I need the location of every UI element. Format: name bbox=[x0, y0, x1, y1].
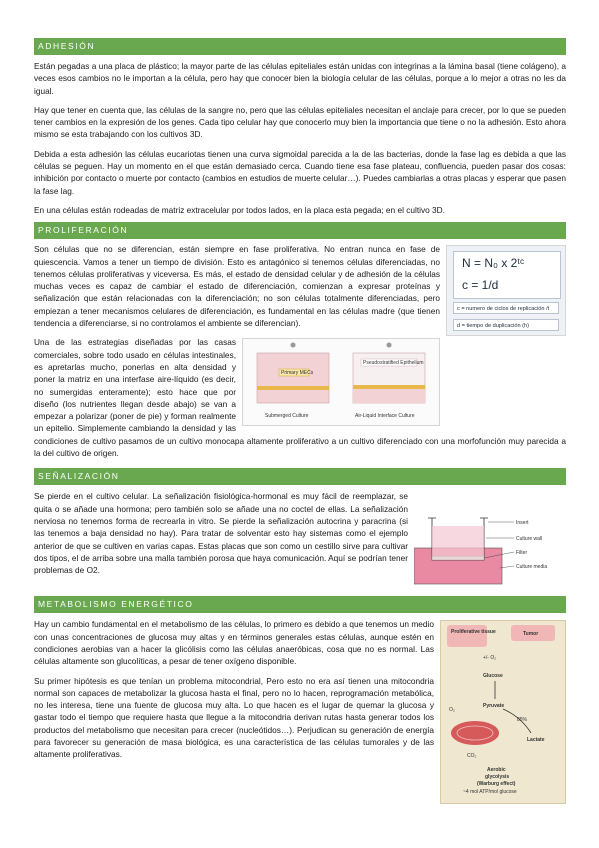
figure-label: Glucose bbox=[483, 673, 503, 680]
insert-diagram bbox=[414, 512, 566, 588]
insert-label: Filter bbox=[516, 550, 528, 557]
warburg-effect-figure bbox=[440, 620, 566, 804]
warburg-diagram bbox=[441, 621, 565, 803]
figure-label: Lactate bbox=[527, 737, 545, 744]
formula-box bbox=[453, 251, 561, 299]
transwell-insert-figure bbox=[414, 512, 566, 588]
culture-diagram bbox=[243, 339, 439, 425]
paragraph: Están pegadas a una placa de plástico; la mayor parte de las células epiteliales están unidas con integrinas a la lámina basal (tiene colágeno), a veces esos cambios no le importan a la célula, pero hay que conocer bien la biología celular de las células, porque a lo mejor a otras no les da igual. bbox=[34, 61, 566, 96]
culture-tag: Primary MECs bbox=[281, 370, 314, 377]
figure-caption: glycolysis bbox=[485, 774, 510, 781]
section-header-adhesion: ADHESIÓN bbox=[34, 38, 566, 55]
formula-legend: c = numero de ciclos de replicación /t bbox=[453, 302, 559, 314]
document-page bbox=[34, 38, 566, 806]
formula-line: N = N₀ x 2ᵗᶜ bbox=[462, 256, 525, 271]
culture-label: Air-Liquid Interface Culture bbox=[355, 413, 415, 420]
insert-label: Culture media bbox=[516, 564, 548, 571]
section-header-proliferacion: PROLIFERACIÓN bbox=[34, 222, 566, 239]
formula-line: c = 1/d bbox=[462, 278, 499, 293]
insert-label: Insert bbox=[516, 520, 529, 527]
culture-tag: Pseudostratified Epithelium bbox=[363, 360, 424, 367]
figure-label: 85% bbox=[517, 717, 528, 724]
figure-label: CO₂ bbox=[467, 753, 477, 760]
formula-legend: d = tiempo de duplicación (h) bbox=[453, 319, 559, 331]
paragraph: Una de las estrategias diseñadas por las casas comerciales, sobre todo usado en células intestinales, es apretarlas mucho, ponerlas en alta densidad y poner la matriz en una interfase aire-líquido (es decir, no sumergidas enteramente); esto hace que por diseño (los nutrientes llegan desde abajo) se van a empezar a polarizar (poner de pie) y forman realmente un epitelio. Simplemente cambiando la densidad y las condiciones de cultivo pasamos de un cultivo monocapa altamente proliferativo a un cultivo diferenciado con una morfofunción muy parecida a la del cultivo de origen. bbox=[34, 337, 566, 459]
figure-label: Pyruvate bbox=[483, 703, 505, 710]
culture-interface-figure bbox=[242, 338, 440, 426]
figure-label: O₂ bbox=[449, 707, 455, 714]
figure-caption: ~4 mol ATP/mol glucose bbox=[463, 789, 517, 796]
paragraph: Hay un cambio fundamental en el metabolismo de las células, lo primero es debido a que tenemos un medio con unas concentraciones de glucosa muy altas y en términos generales estas células, aunque estén en condiciones aerobias van a hacer la glicólisis como las células anaeróbicas, cosa que no es normal. Las células altamente son glucolíticas, a pesar de tener oxígeno disponible. bbox=[34, 619, 434, 667]
paragraph: En una células están rodeadas de matriz extracelular por todos lados, en la placa esta pegada; en el cultivo 3D. bbox=[34, 204, 445, 215]
section-header-metabolismo: METABOLISMO ENERGÉTICO bbox=[34, 596, 566, 613]
figure-caption: (Warburg effect) bbox=[477, 781, 516, 788]
insert-label: Culture wall bbox=[516, 536, 543, 543]
figure-caption: Aerobic bbox=[487, 767, 506, 774]
figure-label: Proliferative tissue bbox=[451, 629, 496, 636]
growth-formula-figure bbox=[446, 245, 566, 336]
paragraph: Su primer hipótesis es que tenían un problema mitocondrial, Pero esto no era así tienen una mitocondria normal son capaces de metabolizar la glucosa hasta el final, pero no lo hacen, reprogramación metabólica, no les interesa, tiene una fuente de glucosa muy alta. Lo que hacen es el lugar de quemar la glucosa y gastar todo el tiempo que requiere hasta que llegue a la mitocondria derivan rutas hasta generar todos los productos del metabolismo que necesitan para crecer (nucleótidos…). Perjudican su generación de energía para favorecer su generación de masa biológica, es una característica de las células tumorales y de las altamente proliferativas. bbox=[34, 675, 434, 760]
culture-label: Submerged Culture bbox=[265, 413, 309, 420]
figure-label: +/- O₂ bbox=[483, 655, 497, 662]
paragraph: Hay que tener en cuenta que, las células de la sangre no, pero que las células epiteliales necesitan el anclaje para crecer, por lo que se pueden tener cambios en la expresión de los genes. Cada tipo celular hay que conocerlo muy bien la importancia que tiene o no la adhesión. Esto ahora mismo se esta trabajando con los cultivos 3D. bbox=[34, 104, 566, 140]
section-header-senalizacion: SEÑALIZACIÓN bbox=[34, 468, 566, 485]
paragraph: Se pierde en el cultivo celular. La señalización fisiológica-hormonal es muy fácil de reemplazar, se quita o se añade una hormona; pero también solo se añade una no coctel de ellas. La señalización nerviosa no tenemos forma de recrearla in vitro. Se pierde la señalización autocrina y paracrina (si las tenemos a baja densidad no hay). Para tratar de solventar esto hay sistemas como el ejemplo anterior de que se cultiven en varias capas. Estas placas que son como un cestillo sirve para cultivar dos tipos, el de arriba sobre una malla también porosa que haya comunicación. Aquí se podrían tener problemas de O2. bbox=[34, 491, 408, 576]
figure-label: Tumor bbox=[523, 631, 539, 638]
paragraph: Debida a esta adhesión las células eucariotas tienen una curva sigmoidal parecida a la de las bacterias, donde la fase lag es debida a que las células se peguen. Hay un momento en el que están demasiado cerca. Cuando tiene esa fase plateau, confluencia, pueden pasar dos cosas: inhibición por contacto o muerte por contacto (cambios en estudios de muerte celular…). Puedes cambiarlas a otras placas y esperar que pasen la fase lag. bbox=[34, 148, 566, 196]
paragraph: Son células que no se diferencian, están siempre en fase proliferativa. No entran nunca en fase de quiescencia. Vamos a tener un tiempo de división. Esto es antagónico si tenemos células diferenciadas, no tenemos células proliferativas y viceversa. Es más, el estado de densidad celular y de adhesión de la células muchas veces es capaz de cambiar el estado de diferenciación, comienzan a expresar proteínas y señalización que están relacionadas con la diferenciación; no son células totalmente diferenciadas, pero empiezan a tener mecanismos celulares de diferenciación, es fundamental en las células madre (que tienen tendencia a diferenciarse, si no controlamos el ambiente se diferencian). bbox=[34, 244, 440, 329]
